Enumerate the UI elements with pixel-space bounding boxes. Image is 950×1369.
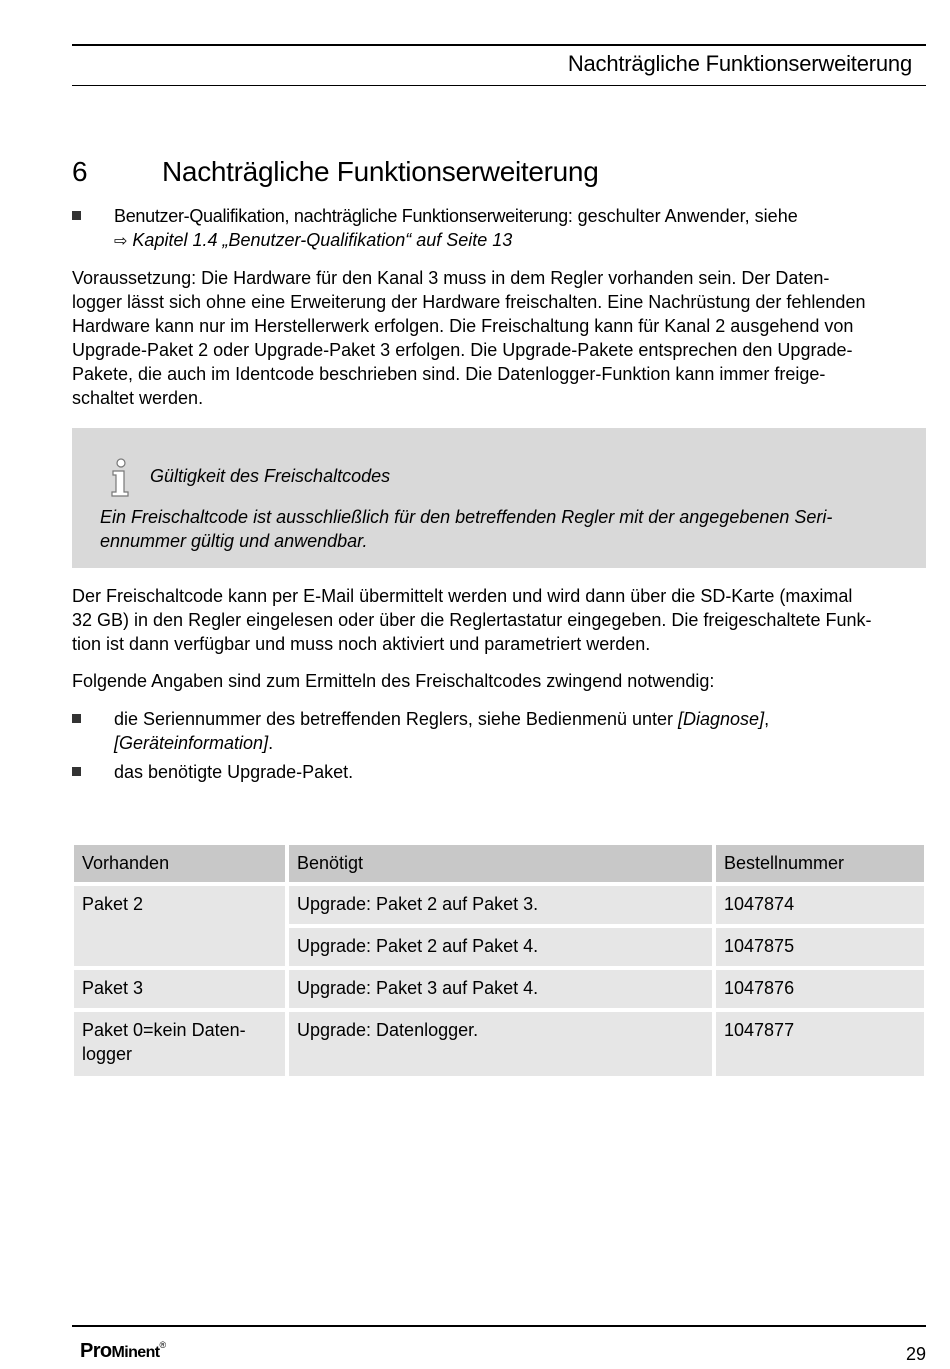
header-rule-bottom	[72, 85, 926, 86]
info-body	[100, 505, 900, 553]
table-cell-vorhanden: Paket 2	[74, 886, 285, 966]
intro-paragraph	[72, 266, 928, 410]
header-rule-top	[72, 44, 926, 46]
cell-line: logger	[82, 1044, 133, 1064]
page-number: 29	[905, 1344, 926, 1364]
chapter-heading	[72, 156, 598, 188]
qualification-link[interactable]: Kapitel 1.4 „Benutzer-Qualifikation“ auf Seite 13	[132, 230, 513, 250]
intro-line: Voraussetzung: Die Hardware für den Kanal 3 muss in dem Regler vorhanden sein. Der Daten-	[72, 268, 830, 288]
intro-line: Pakete, die auch im Identcode beschrieben sind. Die Datenlogger-Funktion kann immer freige-	[72, 364, 826, 384]
transfer-line: Der Freischaltcode kann per E-Mail übermittelt werden und wird dann über die SD-Karte (maximal	[72, 586, 853, 606]
table-header-benoetigt: Benötigt	[289, 845, 712, 882]
footer-rule	[72, 1325, 926, 1327]
required-item-text: die Seriennummer des betreffenden Reglers, siehe Bedienmenü unter	[114, 709, 679, 729]
menu-path-diagnose: [Diagnose]	[678, 709, 765, 729]
cell-line: Paket 0=kein Daten-	[82, 1020, 246, 1040]
intro-line: Hardware kann nur im Herstellerwerk erfolgen. Die Freischaltung kann für Kanal 2 ausgehend von	[72, 316, 854, 336]
transfer-line: tion ist dann verfügbar und muss noch aktiviert und parametriert werden.	[72, 634, 651, 654]
table-cell-benoetigt: Upgrade: Paket 3 auf Paket 4.	[289, 970, 712, 1008]
table-cell-benoetigt: Upgrade: Paket 2 auf Paket 4.	[289, 928, 712, 966]
intro-line: Upgrade-Paket 2 oder Upgrade-Paket 3 erfolgen. Die Upgrade-Pakete entsprechen den Upgrade-	[72, 340, 853, 360]
table-cell-benoetigt: Upgrade: Datenlogger.	[289, 1012, 712, 1076]
menu-path-geraeteinformation: [Geräteinformation]	[114, 733, 269, 753]
chapter-number: 6	[72, 156, 88, 187]
info-line: Ein Freischaltcode ist ausschließlich für den betreffenden Regler mit der angegebenen Seri-	[100, 507, 833, 527]
info-line: ennummer gültig und anwendbar.	[100, 531, 368, 551]
table-cell-vorhanden: Paket 3	[74, 970, 285, 1008]
separator: ,	[764, 709, 770, 729]
table-cell-benoetigt: Upgrade: Paket 2 auf Paket 3.	[289, 886, 712, 924]
intro-line: logger lässt sich ohne eine Erweiterung der Hardware freischalten. Eine Nachrüstung der fehlenden	[72, 292, 866, 312]
chapter-title: Nachträgliche Funktionserweiterung	[162, 156, 599, 187]
info-icon	[108, 458, 132, 498]
running-header-title: Nachträgliche Funktionserweiterung	[567, 51, 912, 76]
prominent-logo: ProMinent®	[80, 1340, 166, 1362]
info-title: Gültigkeit des Freischaltcodes	[150, 466, 391, 486]
table-cell-vorhanden	[74, 1012, 285, 1076]
intro-line: schaltet werden.	[72, 388, 204, 408]
transfer-line: 32 GB) in den Regler eingelesen oder über die Reglertastatur eingegeben. Die freigeschaltete Funk-	[72, 610, 872, 630]
table-header-vorhanden: Vorhanden	[74, 845, 285, 882]
bullet-square-icon	[72, 767, 81, 776]
table-cell-bestellnummer: 1047876	[716, 970, 924, 1008]
period: .	[268, 733, 274, 753]
bullet-square-icon	[72, 714, 81, 723]
qualification-text: geschulter Anwender, siehe	[572, 206, 798, 226]
arrow-right-icon: ⇨	[114, 233, 128, 250]
table-cell-bestellnummer: 1047874	[716, 886, 924, 924]
table-cell-bestellnummer: 1047877	[716, 1012, 924, 1076]
required-item-text: das benötigte Upgrade-Paket.	[114, 762, 354, 782]
bullet-square-icon	[72, 211, 81, 220]
transfer-paragraph	[72, 584, 928, 656]
table-header-bestellnummer: Bestellnummer	[716, 845, 924, 882]
qualification-label: Benutzer-Qualifikation, nachträgliche Funktionserweiterung:	[114, 206, 573, 226]
info-box	[72, 428, 926, 568]
table-cell-bestellnummer: 1047875	[716, 928, 924, 966]
required-intro: Folgende Angaben sind zum Ermitteln des Freischaltcodes zwingend notwendig:	[72, 671, 715, 691]
